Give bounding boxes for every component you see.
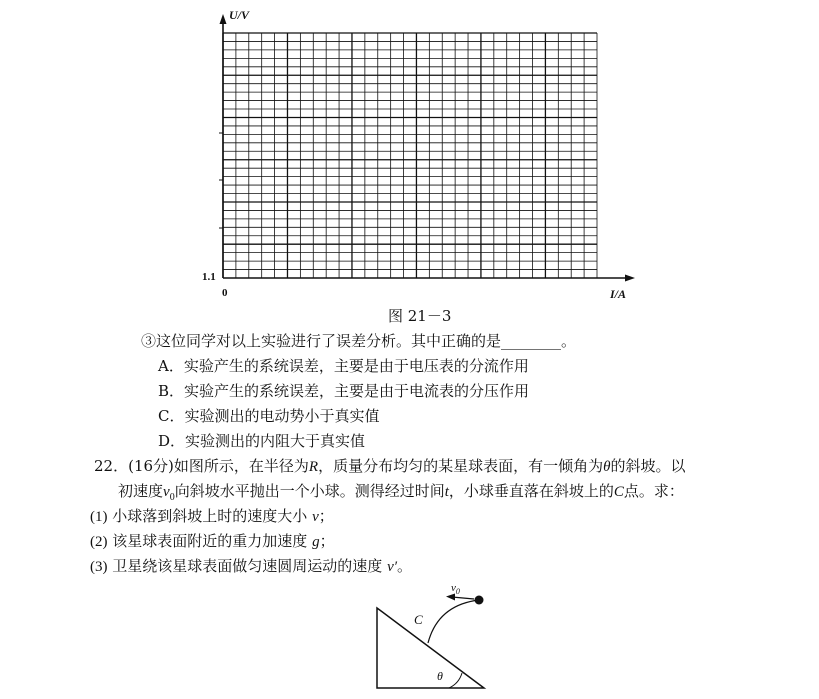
v0-label: $v_0$ xyxy=(451,582,460,597)
angle-arc xyxy=(449,673,462,688)
option-b: B．实验产生的系统误差，主要是由于电流表的分压作用 xyxy=(158,382,530,400)
origin-label: 0 xyxy=(222,287,228,299)
ball xyxy=(475,596,484,605)
q22-sub-1: (1) 小球落到斜坡上时的速度大小 v； xyxy=(90,507,334,525)
item3-stem-text: ③这位同学对以上实验进行了误差分析。其中正确的是 xyxy=(141,332,502,350)
answer-blank: ________ xyxy=(501,332,562,350)
q22-line2: 初速度$v_0$向斜坡水平抛出一个小球。测得经过时间t，小球垂直落在斜坡上的C点。求： xyxy=(118,482,684,503)
figure-caption: 图 21－3 xyxy=(388,307,452,325)
q22-sub-3: (3) 卫星绕该星球表面做匀速圆周运动的速度 v′。 xyxy=(90,557,413,575)
var-C: C xyxy=(613,484,624,500)
var-t: t xyxy=(444,484,449,500)
item3-end: 。 xyxy=(561,332,577,350)
x-axis-arrow-icon xyxy=(625,275,635,282)
option-c: C．实验测出的电动势小于真实值 xyxy=(158,407,380,425)
incline-triangle xyxy=(377,608,484,688)
trajectory xyxy=(428,600,479,643)
y-axis-label: U/V xyxy=(229,8,250,22)
grid-paper xyxy=(223,33,597,278)
q22-sub-2: (2) 该星球表面附近的重力加速度 g； xyxy=(90,532,335,550)
item3-stem xyxy=(141,330,576,351)
y-axis-arrow-icon xyxy=(220,14,227,24)
var-v0: v xyxy=(163,484,170,500)
q22-number: 22． xyxy=(94,457,129,475)
theta-label: θ xyxy=(437,669,443,683)
option-a: A．实验产生的系统误差，主要是由于电压表的分流作用 xyxy=(158,357,529,375)
y-start-label: 1.1 xyxy=(202,271,216,283)
var-R: R xyxy=(308,459,319,475)
point-c-label: C xyxy=(414,612,423,627)
x-axis-label: I/A xyxy=(610,287,627,301)
velocity-arrow xyxy=(452,597,474,599)
slope-figure xyxy=(377,594,484,689)
var-theta: θ xyxy=(603,459,611,475)
q22-line1: 22．(16分)如图所示，在半径为R，质量分布均匀的某星球表面，有一倾角为θ的斜坡。以 xyxy=(94,457,686,475)
option-d: D．实验测出的内阻大于真实值 xyxy=(158,432,366,450)
